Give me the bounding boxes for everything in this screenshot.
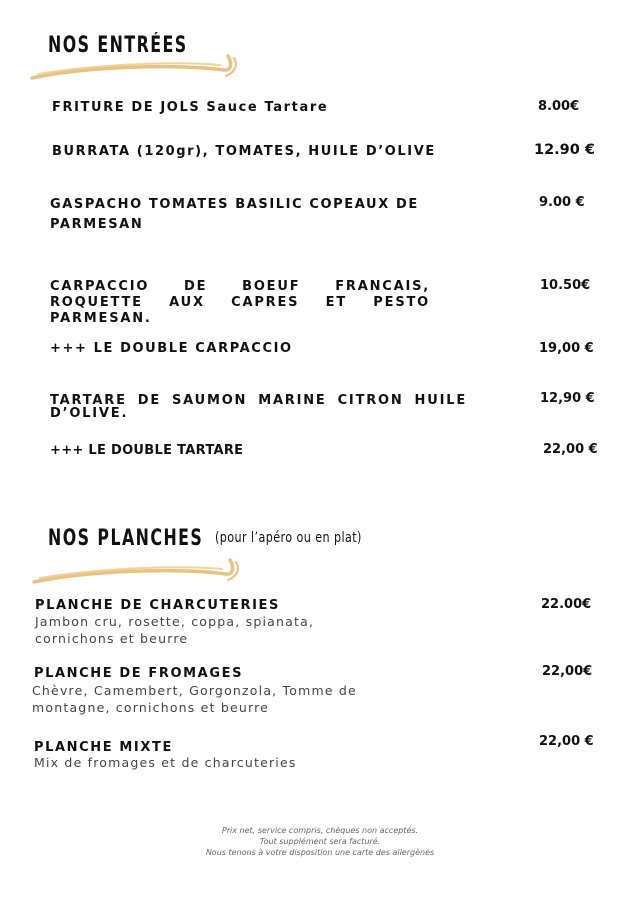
entree-price-tartare: 12,90 € bbox=[540, 391, 595, 406]
footer-notes bbox=[170, 825, 470, 858]
entree-item-tartare: TARTARE DE SAUMON MARINE CITRON HUILE D’OLIVE. bbox=[50, 393, 467, 421]
entree-price-gaspacho: 9.00 € bbox=[539, 195, 585, 210]
entree-price-double-tartare: 22,00 € bbox=[543, 442, 598, 457]
footer-line-payment: Prix net, service compris, chèques non acceptés. bbox=[221, 826, 419, 835]
planche-price-mixte: 22,00 € bbox=[539, 734, 594, 749]
entree-item-burrata: BURRATA (120gr), TOMATES, HUILE D’OLIVE bbox=[52, 144, 436, 159]
planche-price-fromages: 22,00€ bbox=[542, 664, 593, 679]
entree-price-burrata: 12.90 € bbox=[534, 142, 596, 158]
entree-item-double-carpaccio: +++ LE DOUBLE CARPACCIO bbox=[50, 341, 293, 356]
footer-line-allergens: Nous tenons à votre disposition une carte des allergènes bbox=[205, 848, 435, 857]
entree-item-gaspacho: GASPACHO TOMATES BASILIC COPEAUX DE PARMESAN bbox=[50, 197, 419, 232]
planches-title: NOS PLANCHES bbox=[48, 526, 204, 551]
planche-item-mixte: PLANCHE MIXTE bbox=[34, 740, 173, 755]
entree-price-double-carpaccio: 19,00 € bbox=[539, 341, 594, 356]
planches-swoosh-decoration bbox=[30, 556, 242, 588]
entrees-title: NOS ENTRÉES bbox=[48, 33, 188, 58]
entree-price-carpaccio: 10.50€ bbox=[540, 278, 591, 293]
planche-desc-charcuteries: Jambon cru, rosette, coppa, spianata, cornichons et beurre bbox=[35, 614, 315, 646]
planche-item-fromages: PLANCHE DE FROMAGES bbox=[34, 666, 244, 681]
entree-item-friture: FRITURE DE JOLS Sauce Tartare bbox=[52, 100, 329, 115]
planche-price-charcuteries: 22.00€ bbox=[541, 597, 592, 612]
entree-price-friture: 8.00€ bbox=[538, 99, 580, 114]
footer-line-supplement: Tout supplément sera facturé. bbox=[259, 837, 381, 846]
entree-item-carpaccio: CARPACCIO DE BOEUF FRANCAIS, ROQUETTE AUX CAPRES ET PESTO PARMESAN. bbox=[50, 279, 430, 326]
planche-desc-fromages: Chèvre, Camembert, Gorgonzola, Tomme de montagne, cornichons et beurre bbox=[32, 683, 357, 715]
entrees-swoosh-decoration bbox=[28, 52, 240, 84]
planche-desc-mixte: Mix de fromages et de charcuteries bbox=[34, 755, 297, 770]
entree-item-double-tartare: +++ LE DOUBLE TARTARE bbox=[50, 443, 244, 458]
planche-item-charcuteries: PLANCHE DE CHARCUTERIES bbox=[35, 598, 281, 613]
planches-subtitle: (pour l’apéro ou en plat) bbox=[215, 530, 362, 546]
